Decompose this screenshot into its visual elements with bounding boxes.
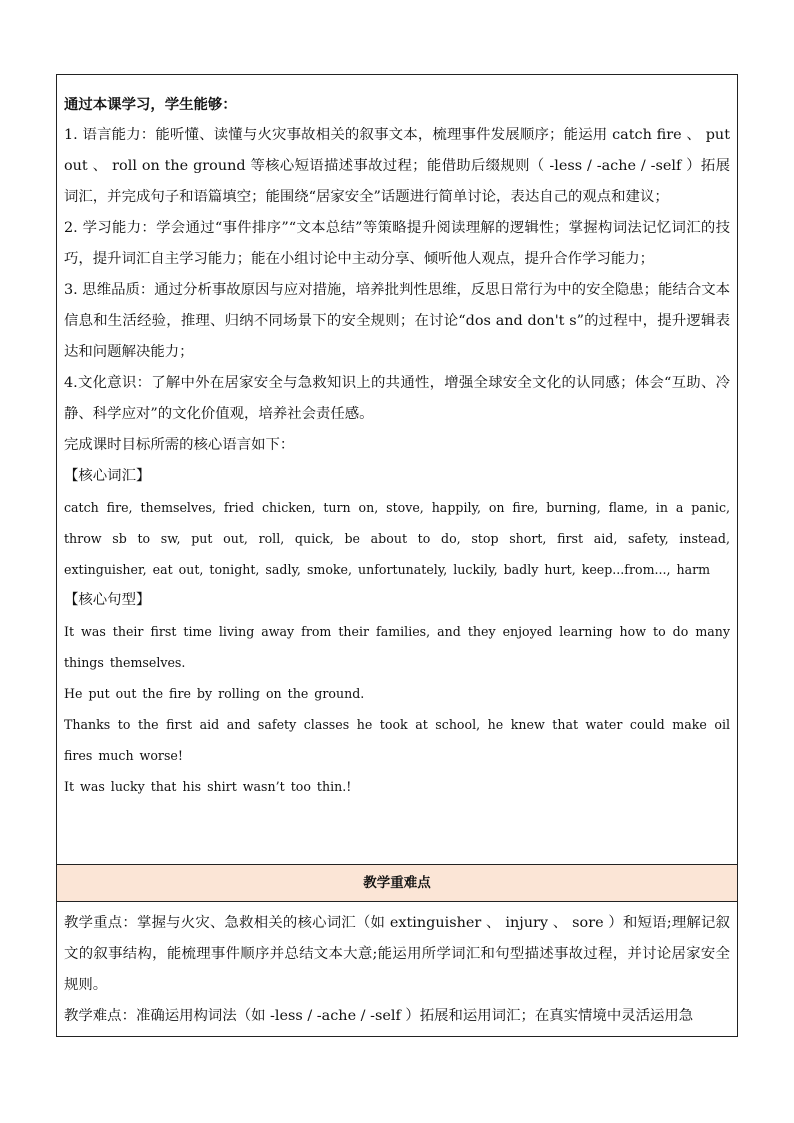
core-sentence-title: 【核心句型】 xyxy=(64,592,151,608)
core-vocab-title: 【核心词汇】 xyxy=(64,468,151,484)
difficult-points: 教学难点：准确运用构词法（如 -less / -ache / -self ）拓展和运用词汇；在真实情境中灵活运用急 xyxy=(64,1008,694,1024)
key-points: 教学重点：掌握与火灾、急救相关的核心词汇（如 extinguisher 、 injury 、 sore ）和短语;理解记叙文的叙事结构，能梳理事件顺序并总结文本大意;能运用所学词汇和句型描述事故过程，并讨论居家安全规则。 xyxy=(64,915,730,993)
core-sentence-3: Thanks to the first aid and safety classes he took at school, he knew that water could make oil fires much worse! xyxy=(64,717,730,763)
objectives-heading: 通过本课学习，学生能够： xyxy=(64,96,237,113)
core-language-intro: 完成课时目标所需的核心语言如下： xyxy=(64,437,295,453)
objective-thinking: 3. 思维品质：通过分析事故原因与应对措施，培养批判性思维，反思日常行为中的安全隐患；能结合文本信息和生活经验，推理、归纳不同场景下的安全规则；在讨论“dos and don't s”的过程中，提升逻辑表达和问题解决能力； xyxy=(64,282,730,360)
lesson-plan-table xyxy=(56,74,738,1037)
difficulties-header: 教学重难点 xyxy=(57,864,737,902)
core-sentence-2: He put out the fire by rolling on the ground. xyxy=(64,686,365,701)
core-sentence-4: It was lucky that his shirt wasn’t too thin.! xyxy=(64,779,352,794)
objective-culture: 4.文化意识：了解中外在居家安全与急救知识上的共通性，增强全球安全文化的认同感；体会“互助、冷静、科学应对”的文化价值观，培养社会责任感。 xyxy=(64,375,730,422)
objective-language: 1. 语言能力：能听懂、读懂与火灾事故相关的叙事文本，梳理事件发展顺序；能运用 catch fire 、 put out 、 roll on the ground 等核心短语描述事故过程；能借助后缀规则（ -less / -ache / -self ）拓展词汇，并完成句子和语篇填空；能围绕“居家安全”话题进行简单讨论，表达自己的观点和建议； xyxy=(64,127,730,205)
objectives-cell xyxy=(57,75,737,802)
difficulties-cell xyxy=(64,908,730,1032)
core-vocab-list: catch fire, themselves, fried chicken, turn on, stove, happily, on fire, burning, flame, in a panic, throw sb to sw, put out, roll, quick, be about to do, stop short, first aid, safety, instead, extinguisher, eat out, tonight, sadly, smoke, unfortunately, luckily, badly hurt, keep...from..., harm xyxy=(64,500,730,577)
core-sentence-1: It was their first time living away from their families, and they enjoyed learning how to do many things themselves. xyxy=(64,624,730,670)
objective-learning: 2. 学习能力：学会通过“事件排序”“文本总结”等策略提升阅读理解的逻辑性；掌握构词法记忆词汇的技巧，提升词汇自主学习能力；能在小组讨论中主动分享、倾听他人观点，提升合作学习能力； xyxy=(64,220,730,267)
